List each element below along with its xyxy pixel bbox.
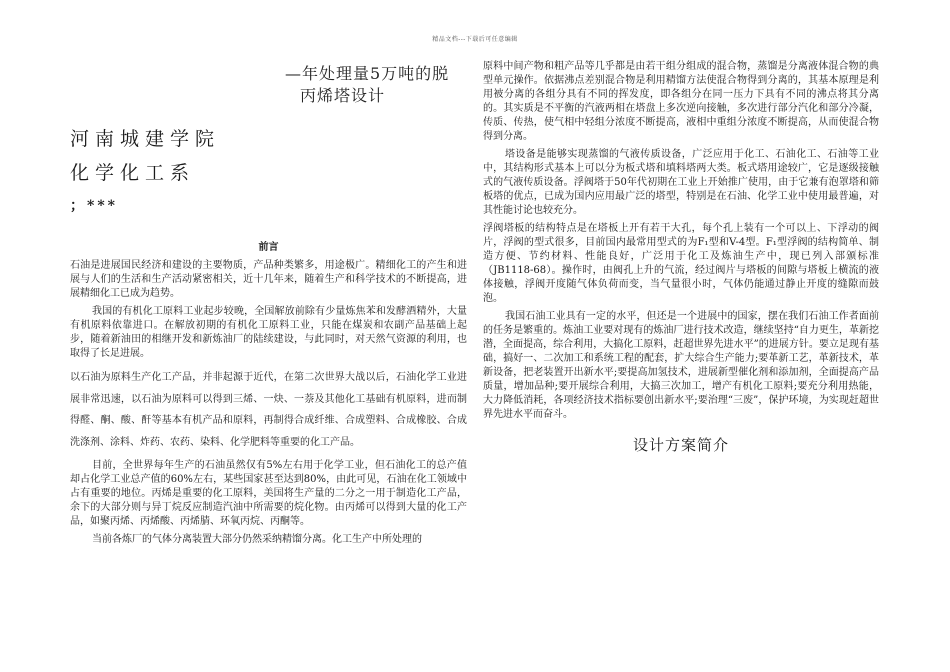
right-paragraph-2: 塔设备是能够实现蒸馏的气液传质设备，广泛应用于化工、石油化工、石油等工业中，其结构形式基本上可以分为板式塔和填料塔两大类。板式塔用途较广，它是逐级接触式的气液传质设备。浮阀塔于50年代初期在工业上开始推广使用，由于它兼有泡罩塔和筛板塔的优点，已成为国内应用最广泛的塔型，特别是在石油、化学工业中使用最普遍，对其性能讨论也较充分。 — [483, 149, 879, 216]
header-watermark: 精品文档---下载后可任意编辑 — [432, 36, 518, 43]
section-heading: 设计方案简介 — [632, 436, 729, 454]
preface-paragraph-1: 石油是进展国民经济和建设的主要物质，产品种类繁多，用途极广。精细化工的产生和进展与人们的生活和生产活动紧密相关，近十几年来，随着生产和科学技术的不断提高，进展精细化工已成为趋势。 — [70, 260, 467, 299]
right-column — [483, 60, 879, 455]
preface-paragraph-2: 我国的有机化工原料工业起步较晚，全国解放前除有少量炼焦苯和发酵酒精外，大量有机原料依靠进口。在解放初期的有机化工原料工业，只能在煤炭和农副产品基础上起步，随着新油田的相继开发和新炼油厂的陆续建设，与此同时，对天然气资源的利用，也取得了长足进展。 — [70, 306, 467, 359]
right-paragraph-3: 浮阀塔板的结构特点是在塔板上开有若干大孔，每个孔上装有一个可以上、下浮动的阀片，浮阀的型式很多，目前国内最常用型式的为F₁型和V-4型。F₁型浮阀的结构简单、制造方便、节约材料、性能良好，广泛用于化工及炼油生产中，现已列入部颁标准（JB1118-68）。操作时，由阀孔上升的气流，经过阀片与塔板的间隙与塔板上横流的液体接触，浮阀开度随气体负荷而变，当气量很小时，气体仍能通过静止开度的缝隙而鼓泡。 — [483, 223, 879, 304]
preface-heading: 前言 — [258, 242, 279, 253]
title-line-2: 丙烯塔设计 — [300, 86, 386, 105]
preface-paragraph-4: 目前，全世界每年生产的石油虽然仅有5%左右用于化学工业，但石油化工的总产值却占化学工业总产值的60%左右，某些国家甚至达到80%，由此可见，石油在化工领域中占有重要的地位。丙烯是重要的化工原料，美国将生产量的二分之一用于制造化工产品，余下的大部分则与异丁烷反应制造汽油中所需要的烷化物。由丙烯可以得到大量的化工产品，如聚丙烯、丙烯酸、丙烯腈、环氧丙烷、丙酮等。 — [70, 460, 467, 527]
right-paragraph-1: 原料中间产物和粗产品等几乎都是由若干组分组成的混合物，蒸馏是分离液体混合物的典型单元操作。依据沸点差别混合物是利用精馏方法使混合物得到分离的，其基本原理是利用被分离的各组分具有不同的挥发度，即各组分在同一压力下具有不同的沸点将其分离的。其实质是不平衡的汽液两相在塔盘上多次逆向接触，多次进行部分汽化和部分冷凝，传质、传热，使气相中轻组分浓度不断提高，液相中重组分浓度不断提高，从而使混合物得到分离。 — [483, 61, 879, 142]
preface-paragraph-5: 当前各炼厂的气体分离装置大部分仍然采纳精馏分离。化工生产中所处理的 — [92, 534, 422, 545]
title-line-1: —年处理量5万吨的脱 — [285, 64, 450, 83]
left-column — [70, 60, 467, 547]
preface-paragraph-3: 以石油为原料生产化工产品，并非起源于近代，在第二次世界大战以后，石油化学工业进展非常迅速，以石油为原料可以得到三烯、一炔、一萘及其他化工基础有机原料，进而制得醛、酮、酸、酐等基本有机产品和原料，再制得合成纤维、合成塑料、合成橡胶、合成洗涤剂、涂料、炸药、农药、染料、化学肥料等重要的化工产品。 — [70, 372, 467, 448]
right-paragraph-4: 我国石油工业具有一定的水平，但还是一个进展中的国家，摆在我们石油工作者面前的任务是繁重的。炼油工业要对现有的炼油厂进行技术改造，继续坚持“自力更生，革新挖潜，全面提高，综合利用，大搞化工原料，赶超世界先进水平”的进展方针。要立足现有基础，搞好一、二次加工和系统工程的配套，扩大综合生产能力;要革新工艺，革新技术，革新设备，把老装置开出新水平;要提高加氢技术，进展新型催化剂和添加剂，全面提高产品质量，增加品种;要开展综合利用，大搞三次加工，增产有机化工原料;要充分利用热能，大力降低消耗，各项经济技术指标要创出新水平;要治理“三废”，保护环境，为实现赶超世界先进水平而奋斗。 — [483, 311, 879, 420]
author-line: ；*** — [70, 198, 118, 214]
school-name: 河南城建学院 — [70, 128, 221, 150]
department-name: 化学化工系 — [70, 162, 196, 184]
